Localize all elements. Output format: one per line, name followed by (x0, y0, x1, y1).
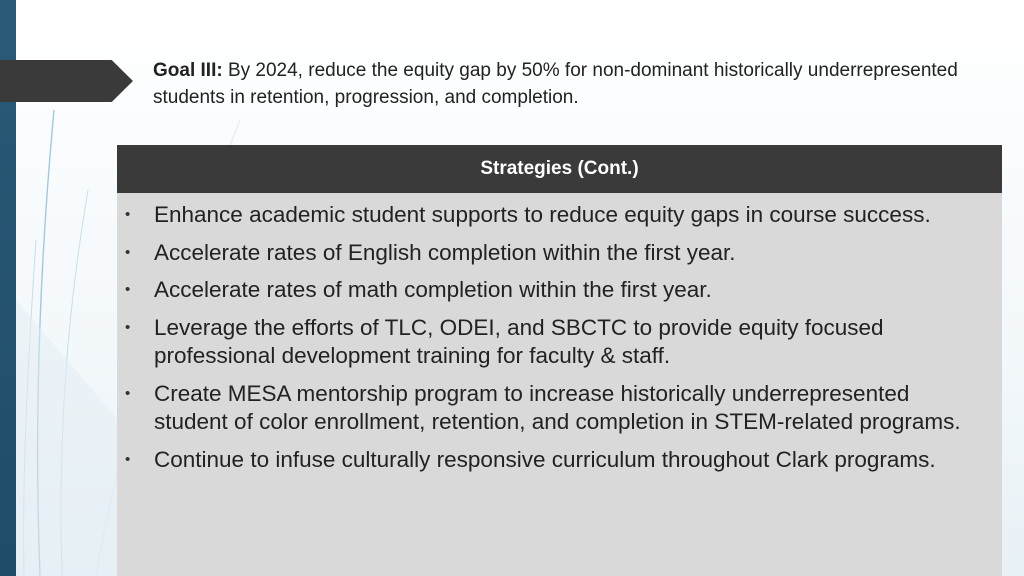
list-item (125, 446, 982, 475)
list-item (125, 314, 982, 371)
title-arrow-tab (0, 60, 133, 102)
list-item-text: Leverage the efforts of TLC, ODEI, and SBCTC to provide equity focused professional development training for faculty & staff. (154, 314, 884, 368)
strategies-heading: Strategies (Cont.) (117, 145, 1002, 193)
bullet-icon: • (125, 450, 131, 468)
strategies-panel (117, 145, 1002, 576)
bullet-icon: • (125, 243, 131, 261)
list-item-text: Accelerate rates of math completion within the first year. (154, 277, 712, 302)
list-item (125, 276, 982, 305)
goal-label: Goal III: (153, 60, 223, 81)
bullet-icon: • (125, 281, 131, 298)
goal-text: By 2024, reduce the equity gap by 50% for non-dominant historically underrepresented students in retention, progression, and completion. (153, 60, 958, 108)
list-item-text: Enhance academic student supports to reduce equity gaps in course success. (154, 202, 931, 227)
list-item (125, 201, 982, 230)
list-item-text: Accelerate rates of English completion within the first year. (154, 239, 736, 265)
list-item (125, 239, 982, 268)
list-item (125, 380, 982, 437)
bullet-icon: • (125, 384, 131, 402)
bullet-icon: • (125, 206, 131, 223)
list-item-text: Create MESA mentorship program to increase historically underrepresented student of color enrollment, retention, and completion in STEM-related programs. (154, 380, 961, 434)
list-item-text: Continue to infuse culturally responsive curriculum throughout Clark programs. (154, 446, 936, 472)
bullet-icon: • (125, 318, 131, 336)
goal-statement (153, 57, 973, 111)
strategies-list (117, 193, 1002, 474)
